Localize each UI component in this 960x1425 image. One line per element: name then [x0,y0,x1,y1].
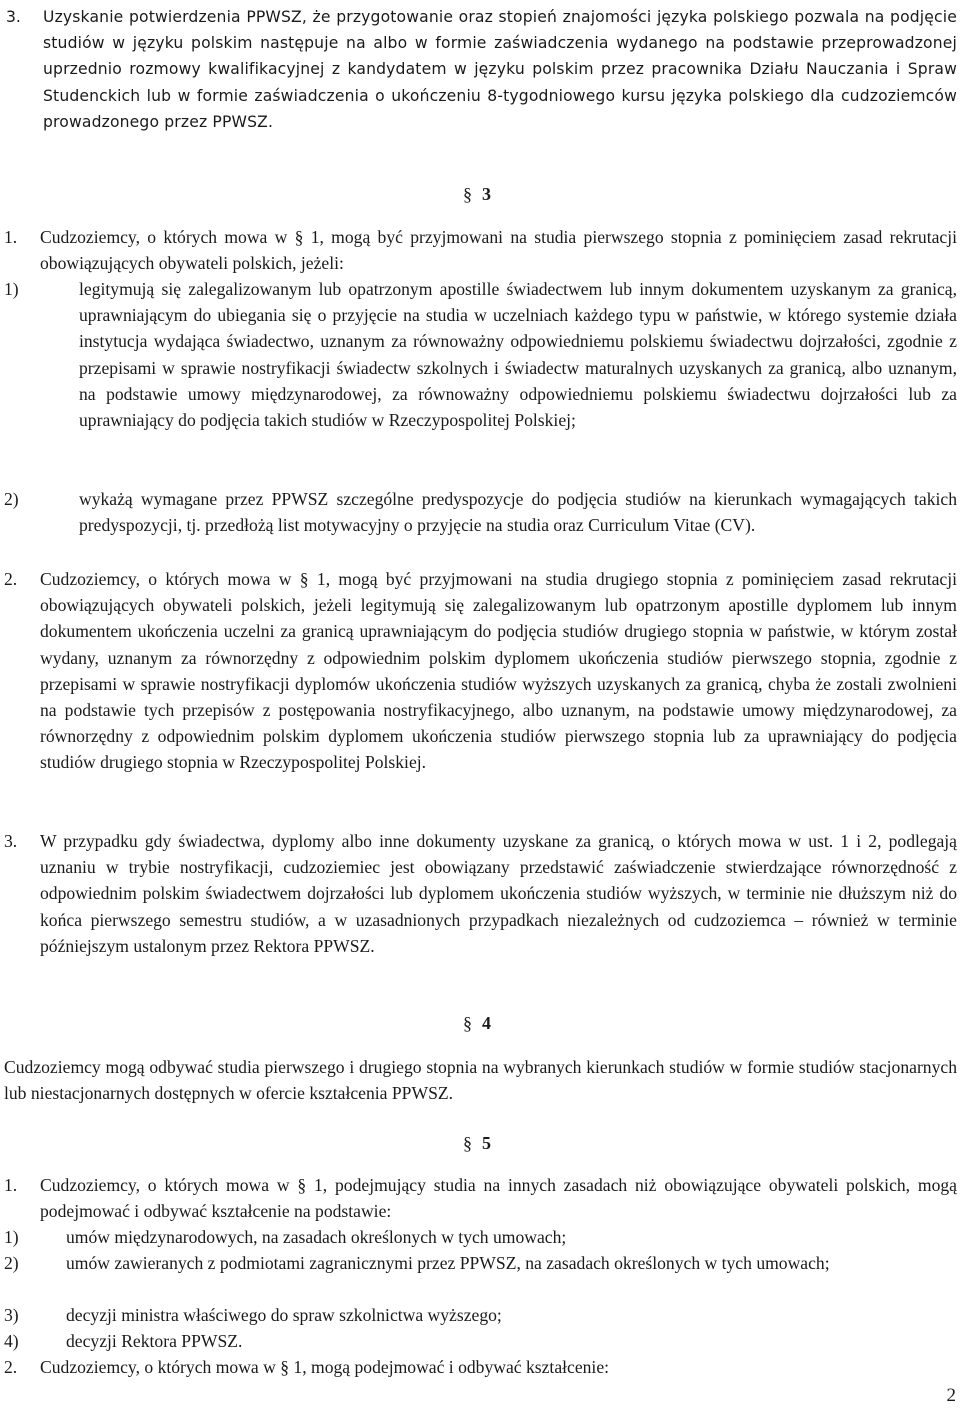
page-number: 2 [946,1385,956,1406]
section-number: 3 [482,184,491,204]
list-item: umów zawieranych z podmiotami zagranicznymi przez PPWSZ, na zasadach określonych w tych umowach; [66,1253,830,1273]
subitem-3-1-2: wykażą wymagane przez PPWSZ szczególne predyspozycje do podjęcia studiów na kierunkach wymagających takich predyspozycji, tj. przedłożą list motywacyjny o przyjęcie na studia oraz Curriculum Vitae (CV). [79,489,957,536]
section-heading-3 [463,184,491,205]
section-symbol: § [463,1133,472,1153]
paragraph-number: 1. [4,227,18,247]
paragraph-number: 2. [4,1357,18,1377]
section-symbol: § [463,1013,472,1033]
list-item-number: 1) [4,1227,19,1247]
section-number: 5 [482,1133,491,1153]
list-item: decyzji ministra właściwego do spraw szkolnictwa wyższego; [66,1305,502,1325]
paragraph-5-2: Cudzoziemcy, o których mowa w § 1, mogą podejmować i odbywać kształcenie: [40,1357,610,1377]
paragraph-number: 2. [4,569,18,589]
paragraph-5-1: Cudzoziemcy, o których mowa w § 1, podejmujący studia na innych zasadach niż obowiązujące obywateli polskich, mogą podejmować i odbywać kształcenie na podstawie: [40,1175,957,1222]
list-item-number: 4) [4,1331,19,1351]
subitem-number: 2) [4,489,19,509]
item-number: 3. [6,8,21,26]
section-number: 4 [482,1013,491,1033]
list-item-number: 3) [4,1305,19,1325]
section-heading-4 [463,1013,491,1034]
paragraph-item-3: Uzyskanie potwierdzenia PPWSZ, że przygotowanie oraz stopień znajomości języka polskiego pozwala na podjęcie studiów w języku polskim następuje na albo w formie zaświadczenia wydanego na podstawie przeprowadzonej uprzednio rozmowy kwalifikacyjnej z kandydatem w języku polskim przez pracownika Działu Nauczania i Spraw Studenckich lub w formie zaświadczenia o ukończeniu 8-tygodniowego kursu języka polskiego dla cudzoziemców prowadzonego przez PPWSZ. [43,8,957,131]
paragraph-3-1: Cudzoziemcy, o których mowa w § 1, mogą być przyjmowani na studia pierwszego stopnia z pominięciem zasad rekrutacji obowiązujących obywateli polskich, jeżeli: [40,227,957,274]
list-item: decyzji Rektora PPWSZ. [66,1331,243,1351]
section-symbol: § [463,184,472,204]
paragraph-3-3: W przypadku gdy świadectwa, dyplomy albo inne dokumenty uzyskane za granicą, o których mowa w ust. 1 i 2, podlegają uznaniu w trybie nostryfikacji, cudzoziemiec jest obowiązany przedstawić zaświadczenie stwierdzające równorzędność z odpowiednim polskim świadectwem dojrzałości lub dyplomem ukończenia studiów wyższych, w terminie nie dłuższym niż do końca pierwszego semestru studiów, a w uzasadnionych przypadkach niezależnych od cudzoziemca – również w terminie późniejszym ustalonym przez Rektora PPWSZ. [40,831,957,956]
subitem-number: 1) [4,279,19,299]
list-item: umów międzynarodowych, na zasadach określonych w tych umowach; [66,1227,567,1247]
subitem-3-1-1: legitymują się zalegalizowanym lub opatrzonym apostille świadectwem lub innym dokumentem uzyskanym za granicą, uprawniającym do ubiegania się o przyjęcie na studia w uczelniach każdego typu w państwie, w którego systemie działa instytucja wydająca świadectwo, uznanym za równoważny odpowiedniemu polskiemu świadectwu dojrzałości, zgodnie z przepisami w sprawie nostryfikacji świadectw szkolnych i świadectw maturalnych uzyskanych za granicą, albo uznanym, na podstawie umowy międzynarodowej, za równoważny odpowiedniemu polskiemu świadectwu dojrzałości lub za uprawniający do podjęcia takich studiów w Rzeczypospolitej Polskiej; [79,279,957,431]
list-item-number: 2) [4,1253,19,1273]
section-heading-5 [463,1133,491,1154]
paragraph-number: 3. [4,831,18,851]
paragraph-3-2: Cudzoziemcy, o których mowa w § 1, mogą być przyjmowani na studia drugiego stopnia z pominięciem zasad rekrutacji obowiązujących obywateli polskich, jeżeli legitymują się zalegalizowanym lub opatrzonym apostille dyplomem lub innym dokumentem ukończenia uczelni za granicą uprawniającym do podjęcia studiów drugiego stopnia w państwie, w którym został wydany, uznanym za równorzędny z odpowiednim polskim dyplomem ukończenia studiów pierwszego stopnia, zgodnie z przepisami w sprawie nostryfikacji dyplomów ukończenia studiów wyższych uzyskanych za granicą, chyba że zostali zwolnieni na podstawie tych przepisów z postępowania nostryfikacyjnego, albo uznanym, na podstawie umowy międzynarodowej, za równorzędny z odpowiednim polskim dyplomem ukończenia studiów pierwszego stopnia lub za uprawniający do podjęcia studiów drugiego stopnia w Rzeczypospolitej Polskiej. [40,569,957,773]
paragraph-4: Cudzoziemcy mogą odbywać studia pierwszego i drugiego stopnia na wybranych kierunkach studiów w formie studiów stacjonarnych lub niestacjonarnych dostępnych w ofercie kształcenia PPWSZ. [4,1057,957,1104]
paragraph-number: 1. [4,1175,18,1195]
